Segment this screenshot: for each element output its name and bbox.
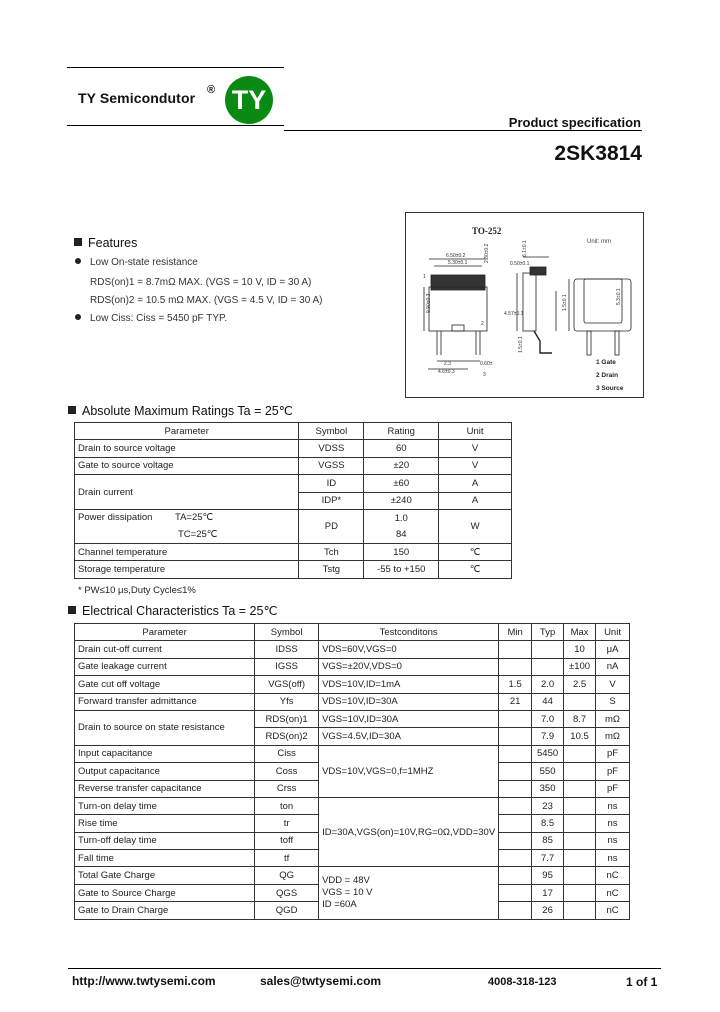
package-drawing-box <box>405 212 644 398</box>
pulse-footnote: * PW≤10 μs,Duty Cycle≤1% <box>78 585 196 596</box>
feature-text: RDS(on)1 = 8.7mΩ MAX. (VGS = 10 V, ID = 30 A) <box>90 277 312 288</box>
col-header: Max <box>564 624 596 641</box>
table-row <box>75 693 630 710</box>
unit-cell: ns <box>596 850 630 867</box>
cond-cell: VDS=60V,VGS=0 <box>319 641 499 658</box>
param-cell: Channel temperature <box>75 543 299 560</box>
max-cell: 2.5 <box>564 676 596 693</box>
feature-text: Low On-state resistance <box>90 257 198 268</box>
cond-cell: ID=30A,VGS(on)=10V,RG=0Ω,VDD=30V <box>319 797 499 867</box>
rating-cell: ±60 <box>364 475 439 492</box>
col-header: Parameter <box>75 423 299 440</box>
max-cell: ±100 <box>564 658 596 675</box>
param-cell <box>75 509 299 543</box>
pd-cond-tc: TC=25℃ <box>178 528 218 540</box>
table-row <box>75 475 512 492</box>
feature-text: RDS(on)2 = 10.5 mΩ MAX. (VGS = 4.5 V, ID = 30 A) <box>90 295 323 306</box>
table-row <box>75 745 630 762</box>
unit-cell: A <box>439 475 512 492</box>
rating-cell: ±20 <box>364 457 439 474</box>
cond-cell <box>319 867 499 919</box>
dim-label: 6.1±0.1 <box>522 240 528 257</box>
table-header-row <box>75 423 512 440</box>
package-drawing <box>406 213 643 397</box>
max-cell: 8.7 <box>564 710 596 727</box>
footer-email-link[interactable]: sales@twtysemi.com <box>260 974 382 988</box>
symbol-cell: Ciss <box>255 745 319 762</box>
max-cell <box>564 745 596 762</box>
elec-heading <box>68 603 277 618</box>
rating-cell: 84 <box>364 526 439 543</box>
max-cell: 10 <box>564 641 596 658</box>
min-cell <box>499 728 532 745</box>
typ-cell: 7.7 <box>532 850 564 867</box>
param-cell: Drain to source voltage <box>75 440 299 457</box>
product-specification-label: Product specification <box>508 115 641 130</box>
feature-item <box>75 313 227 324</box>
typ-cell: 350 <box>532 780 564 797</box>
unit-cell: A <box>439 492 512 509</box>
min-cell <box>499 902 532 919</box>
unit-cell: ns <box>596 832 630 849</box>
symbol-cell: VGSS <box>299 457 364 474</box>
unit-cell: V <box>596 676 630 693</box>
param-cell: Gate to Drain Charge <box>75 902 255 919</box>
table-header-row <box>75 624 630 641</box>
typ-cell: 8.5 <box>532 815 564 832</box>
package-name: TO-252 <box>472 226 502 236</box>
col-header: Min <box>499 624 532 641</box>
param-cell: Turn-on delay time <box>75 797 255 814</box>
unit-cell: ns <box>596 797 630 814</box>
unit-cell: mΩ <box>596 710 630 727</box>
features-title: Features <box>88 236 138 250</box>
typ-cell: 5450 <box>532 745 564 762</box>
symbol-cell: IDSS <box>255 641 319 658</box>
param-cell: Forward transfer admittance <box>75 693 255 710</box>
typ-cell <box>532 641 564 658</box>
typ-cell: 85 <box>532 832 564 849</box>
max-cell <box>564 902 596 919</box>
max-cell <box>564 780 596 797</box>
max-cell <box>564 693 596 710</box>
param-cell: Gate cut off voltage <box>75 676 255 693</box>
table-row <box>75 457 512 474</box>
max-cell <box>564 867 596 884</box>
param-cell: Input capacitance <box>75 745 255 762</box>
unit-cell: nC <box>596 902 630 919</box>
col-header: Unit <box>596 624 630 641</box>
dim-label: 3 <box>483 372 486 378</box>
rating-cell: 150 <box>364 543 439 560</box>
footer-rule <box>68 968 661 969</box>
unit-cell: pF <box>596 745 630 762</box>
typ-cell: 44 <box>532 693 564 710</box>
rating-cell: 60 <box>364 440 439 457</box>
dim-label: 2.30±0.2 <box>484 243 490 263</box>
symbol-cell: Crss <box>255 780 319 797</box>
symbol-cell: RDS(on)1 <box>255 710 319 727</box>
table-row <box>75 867 630 884</box>
dim-label: 1 <box>423 274 426 280</box>
typ-cell: 2.0 <box>532 676 564 693</box>
dim-label: 5.30±0.1 <box>448 260 468 266</box>
cond-line: VGS = 10 V <box>322 887 373 899</box>
col-header: Symbol <box>299 423 364 440</box>
dim-label: 4.6±0.3 <box>438 369 455 375</box>
symbol-cell: Yfs <box>255 693 319 710</box>
dim-label: 1.5±0.1 <box>562 294 568 311</box>
symbol-cell: tf <box>255 850 319 867</box>
max-cell <box>564 832 596 849</box>
unit-cell: pF <box>596 763 630 780</box>
min-cell <box>499 815 532 832</box>
param-cell: Output capacitance <box>75 763 255 780</box>
table-row <box>75 797 630 814</box>
dim-label: 2 <box>481 321 484 327</box>
min-cell <box>499 641 532 658</box>
cond-cell: VGS=±20V,VDS=0 <box>319 658 499 675</box>
table-row <box>75 440 512 457</box>
col-header: Symbol <box>255 624 319 641</box>
features-heading <box>74 236 137 250</box>
symbol-cell: Coss <box>255 763 319 780</box>
min-cell <box>499 797 532 814</box>
table-row <box>75 509 512 526</box>
param-cell: Fall time <box>75 850 255 867</box>
pd-cond-ta: TA=25℃ <box>175 511 214 523</box>
rating-cell: -55 to +150 <box>364 561 439 578</box>
feature-item <box>90 295 323 306</box>
cond-cell: VDS=10V,ID=30A <box>319 693 499 710</box>
feature-text: Low Ciss: Ciss = 5450 pF TYP. <box>90 313 228 324</box>
unit-cell: pF <box>596 780 630 797</box>
feature-item <box>90 277 311 288</box>
footer-phone: 4008-318-123 <box>488 976 557 988</box>
param-cell: Turn-off delay time <box>75 832 255 849</box>
abs-max-heading <box>68 403 293 418</box>
symbol-cell: PD <box>299 509 364 543</box>
symbol-cell: QGS <box>255 884 319 901</box>
dim-label: 2.3 <box>444 361 451 367</box>
typ-cell <box>532 658 564 675</box>
table-row <box>75 710 630 727</box>
symbol-cell: tr <box>255 815 319 832</box>
min-cell <box>499 658 532 675</box>
package-front-view <box>424 259 487 369</box>
symbol-cell: QG <box>255 867 319 884</box>
cond-cell: VGS=10V,ID=30A <box>319 710 499 727</box>
cond-cell: VGS=4.5V,ID=30A <box>319 728 499 745</box>
typ-cell: 550 <box>532 763 564 780</box>
symbol-cell: Tch <box>299 543 364 560</box>
param-cell: Gate to source voltage <box>75 457 299 474</box>
rating-cell: 1.0 <box>364 509 439 526</box>
max-cell <box>564 815 596 832</box>
typ-cell: 7.0 <box>532 710 564 727</box>
unit-cell: V <box>439 457 512 474</box>
min-cell <box>499 763 532 780</box>
unit-cell: nC <box>596 884 630 901</box>
col-header: Rating <box>364 423 439 440</box>
param-cell: Drain cut-off current <box>75 641 255 658</box>
unit-cell: μA <box>596 641 630 658</box>
max-cell <box>564 850 596 867</box>
max-cell <box>564 797 596 814</box>
square-bullet-icon <box>74 238 82 246</box>
param-cell: Rise time <box>75 815 255 832</box>
part-number: 2SK3814 <box>554 142 642 165</box>
symbol-cell: IGSS <box>255 658 319 675</box>
min-cell <box>499 710 532 727</box>
unit-cell: mΩ <box>596 728 630 745</box>
square-bullet-icon <box>68 606 76 614</box>
table-row <box>75 561 512 578</box>
cond-line: ID =60A <box>322 899 357 911</box>
dim-label: 0.50±0.1 <box>510 261 530 267</box>
footer-website-link[interactable]: http://www.twtysemi.com <box>72 974 216 988</box>
min-cell <box>499 832 532 849</box>
dot-bullet-icon <box>75 258 81 264</box>
max-cell: 10.5 <box>564 728 596 745</box>
header-rule-left <box>67 125 284 126</box>
pin-label-source: 3 Source <box>596 385 624 392</box>
elec-title: Electrical Characteristics Ta = 25℃ <box>82 604 278 618</box>
symbol-cell: QGD <box>255 902 319 919</box>
footer-page-number: 1 of 1 <box>626 975 658 989</box>
header-top-rule <box>67 67 284 68</box>
pin-label-drain: 2 Drain <box>596 372 619 379</box>
unit-cell: V <box>439 440 512 457</box>
abs-max-table <box>74 422 512 579</box>
package-unit: Unit: mm <box>587 239 611 245</box>
registered-mark: ® <box>207 84 216 96</box>
param-cell: Gate to Source Charge <box>75 884 255 901</box>
table-row <box>75 676 630 693</box>
param-cell: Total Gate Charge <box>75 867 255 884</box>
col-header: Unit <box>439 423 512 440</box>
table-row <box>75 641 630 658</box>
symbol-cell: RDS(on)2 <box>255 728 319 745</box>
param-cell: Gate leakage current <box>75 658 255 675</box>
min-cell <box>499 884 532 901</box>
typ-cell: 17 <box>532 884 564 901</box>
dim-label: 1.5±0.1 <box>518 336 524 353</box>
col-header: Typ <box>532 624 564 641</box>
param-cell: Drain current <box>75 475 299 510</box>
min-cell <box>499 867 532 884</box>
unit-cell: W <box>439 509 512 543</box>
min-cell <box>499 780 532 797</box>
feature-item <box>75 257 198 268</box>
max-cell <box>564 763 596 780</box>
symbol-cell: IDP* <box>299 492 364 509</box>
param-cell: Drain to source on state resistance <box>75 710 255 745</box>
min-cell <box>499 745 532 762</box>
dot-bullet-icon <box>75 314 81 320</box>
dim-label: 5.3±0.1 <box>616 288 622 305</box>
unit-cell: nA <box>596 658 630 675</box>
min-cell <box>499 850 532 867</box>
param-cell: Reverse transfer capacitance <box>75 780 255 797</box>
cond-line: VDD = 48V <box>322 875 370 887</box>
ty-logo: TY <box>225 76 273 124</box>
cond-cell: VDS=10V,VGS=0,f=1MHZ <box>319 745 499 797</box>
abs-max-title: Absolute Maximum Ratings Ta = 25℃ <box>82 404 293 418</box>
table-row <box>75 543 512 560</box>
typ-cell: 7.9 <box>532 728 564 745</box>
dim-label: 6.50±0.2 <box>446 253 466 259</box>
symbol-cell: toff <box>255 832 319 849</box>
dim-label: 0.60± <box>480 361 493 367</box>
min-cell: 21 <box>499 693 532 710</box>
col-header: Testconditons <box>319 624 499 641</box>
unit-cell: S <box>596 693 630 710</box>
square-bullet-icon <box>68 406 76 414</box>
header-rule-right <box>284 130 642 131</box>
symbol-cell: VDSS <box>299 440 364 457</box>
unit-cell: ℃ <box>439 543 512 560</box>
unit-cell: ℃ <box>439 561 512 578</box>
dim-label: 9.90±0.3 <box>426 293 432 313</box>
symbol-cell: ID <box>299 475 364 492</box>
unit-cell: nC <box>596 867 630 884</box>
min-cell: 1.5 <box>499 676 532 693</box>
typ-cell: 23 <box>532 797 564 814</box>
symbol-cell: VGS(off) <box>255 676 319 693</box>
symbol-cell: ton <box>255 797 319 814</box>
table-row <box>75 658 630 675</box>
pin-label-gate: 1 Gate <box>596 359 616 366</box>
max-cell <box>564 884 596 901</box>
cond-cell: VDS=10V,ID=1mA <box>319 676 499 693</box>
col-header: Parameter <box>75 624 255 641</box>
symbol-cell: Tstg <box>299 561 364 578</box>
elec-table <box>74 623 630 920</box>
typ-cell: 95 <box>532 867 564 884</box>
dim-label: 4.57±0.1 <box>504 311 524 317</box>
pd-param: Power dissipation <box>78 511 153 523</box>
param-cell: Storage temperature <box>75 561 299 578</box>
typ-cell: 26 <box>532 902 564 919</box>
brand-name: TY Semicondutor <box>78 90 196 106</box>
rating-cell: ±240 <box>364 492 439 509</box>
unit-cell: ns <box>596 815 630 832</box>
